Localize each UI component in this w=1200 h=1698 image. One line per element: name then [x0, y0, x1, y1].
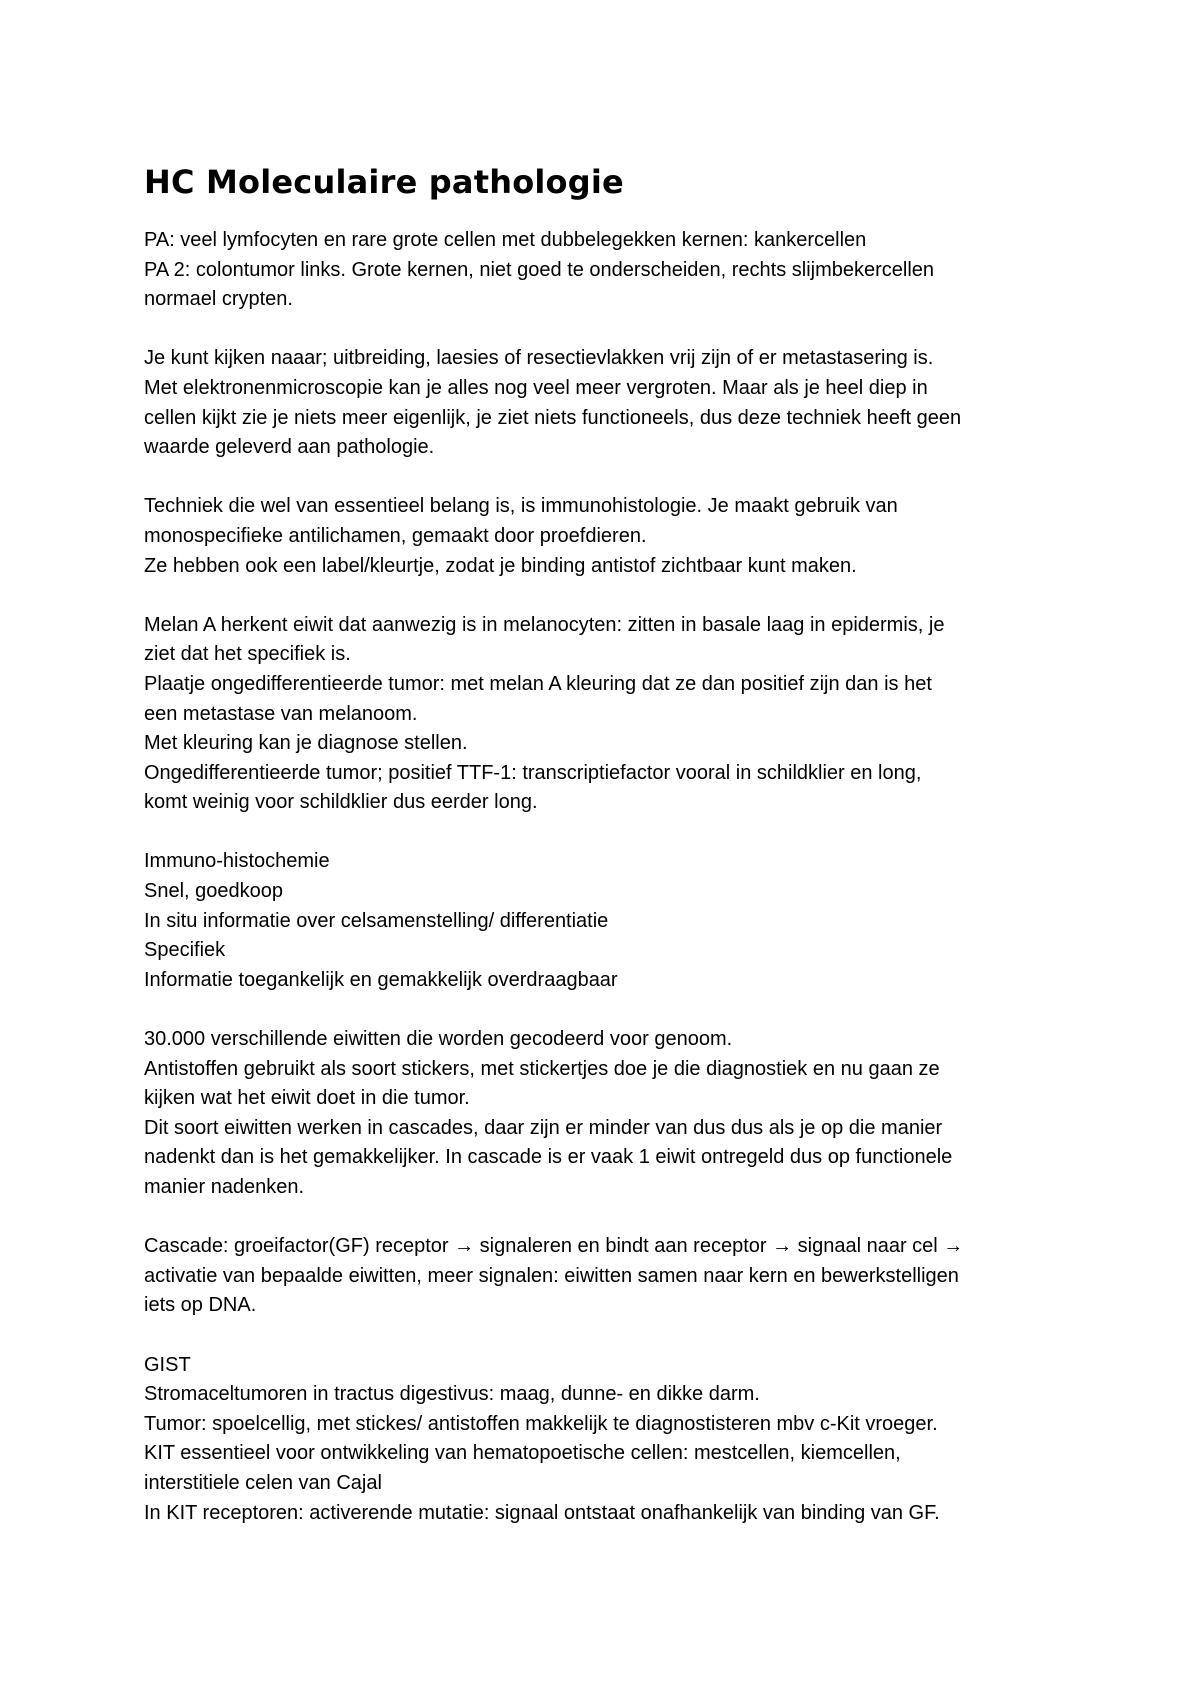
- paragraph-proteins: [144, 1025, 1074, 1203]
- text-line: activatie van bepaalde eiwitten, meer signalen: eiwitten samen naar kern en bewerkstelligen: [144, 1264, 959, 1287]
- paragraph-immuno-histochemie-list: [144, 847, 1074, 995]
- text-line: ziet dat het specifiek is.: [144, 643, 351, 666]
- text-line: iets op DNA.: [144, 1294, 257, 1317]
- text-line: Antistoffen gebruikt als soort stickers, met stickertjes doe je die diagnostiek en nu gaan ze: [144, 1057, 940, 1080]
- text-line: Dit soort eiwitten werken in cascades, daar zijn er minder van dus dus als je op die manier: [144, 1116, 943, 1139]
- text-line: Specifiek: [144, 939, 226, 962]
- text-line: cellen kijkt zie je niets meer eigenlijk, je ziet niets functioneels, dus deze techniek heeft geen: [144, 406, 962, 429]
- text-line: KIT essentieel voor ontwikkeling van hematopoetische cellen: mestcellen, kiemcellen,: [144, 1442, 901, 1465]
- text-line: Cascade: groeifactor(GF) receptor → signaleren en bindt aan receptor → signaal naar cel →: [144, 1235, 964, 1258]
- text-line: Met kleuring kan je diagnose stellen.: [144, 732, 468, 755]
- text-line: Snel, goedkoop: [144, 880, 284, 903]
- paragraph-gist: [144, 1351, 1074, 1529]
- text-line: Techniek die wel van essentieel belang is, is immunohistologie. Je maakt gebruik van: [144, 495, 898, 518]
- text-line: Melan A herkent eiwit dat aanwezig is in melanocyten: zitten in basale laag in epidermis, je: [144, 613, 945, 636]
- paragraph-immunohistology: [144, 492, 1074, 581]
- text-line: normael crypten.: [144, 288, 293, 311]
- document-page: [144, 160, 1074, 1558]
- paragraph-melan-a: [144, 611, 1074, 818]
- text-line: Plaatje ongedifferentieerde tumor: met melan A kleuring dat ze dan positief zijn dan is het: [144, 672, 932, 695]
- text-line: Stromaceltumoren in tractus digestivus: maag, dunne- en dikke darm.: [144, 1383, 760, 1406]
- text-line: GIST: [144, 1353, 191, 1376]
- paragraph-microscopy: [144, 344, 1074, 462]
- text-line: Ongedifferentieerde tumor; positief TTF-1: transcriptiefactor vooral in schildklier en long,: [144, 761, 922, 784]
- paragraph-pa-observations: [144, 226, 1074, 315]
- text-line: Immuno-histochemie: [144, 850, 330, 873]
- text-line: Je kunt kijken naaar; uitbreiding, laesies of resectievlakken vrij zijn of er metastasering is.: [144, 347, 934, 370]
- text-line: Informatie toegankelijk en gemakkelijk overdraagbaar: [144, 968, 618, 991]
- text-line: nadenkt dan is het gemakkelijker. In cascade is er vaak 1 eiwit ontregeld dus op functionele: [144, 1146, 953, 1169]
- text-line: komt weinig voor schildklier dus eerder long.: [144, 791, 538, 814]
- text-line: kijken wat het eiwit doet in die tumor.: [144, 1087, 470, 1110]
- text-line: In situ informatie over celsamenstelling/ differentiatie: [144, 909, 609, 932]
- text-line: waarde geleverd aan pathologie.: [144, 436, 435, 459]
- text-line: manier nadenken.: [144, 1176, 305, 1198]
- paragraph-cascade: [144, 1232, 1074, 1321]
- text-line: PA: veel lymfocyten en rare grote cellen met dubbelegekken kernen: kankercellen: [144, 229, 867, 251]
- text-line: PA 2: colontumor links. Grote kernen, niet goed te onderscheiden, rechts slijmbekercellen: [144, 258, 935, 281]
- text-line: Met elektronenmicroscopie kan je alles nog veel meer vergroten. Maar als je heel diep in: [144, 376, 928, 399]
- text-line: In KIT receptoren: activerende mutatie: signaal ontstaat onafhankelijk van binding van GF.: [144, 1501, 940, 1524]
- text-line: een metastase van melanoom.: [144, 702, 418, 725]
- text-line: Ze hebben ook een label/kleurtje, zodat je binding antistof zichtbaar kunt maken.: [144, 554, 857, 577]
- text-line: Tumor: spoelcellig, met stickes/ antistoffen makkelijk te diagnostisteren mbv c-Kit vroeger.: [144, 1412, 938, 1435]
- page-title: HC Moleculaire pathologie: [144, 163, 624, 201]
- text-line: interstitiele celen van Cajal: [144, 1471, 382, 1494]
- text-line: monospecifieke antilichamen, gemaakt door proefdieren.: [144, 524, 647, 547]
- text-line: 30.000 verschillende eiwitten die worden gecodeerd voor genoom.: [144, 1028, 733, 1051]
